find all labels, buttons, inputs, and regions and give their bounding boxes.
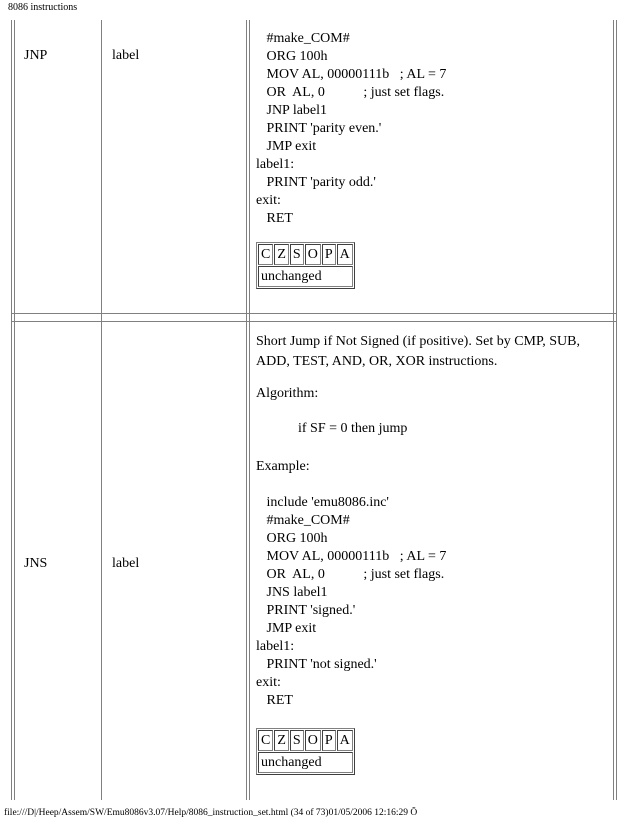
column-divider-2: [246, 20, 247, 800]
table-left-border-inner: [14, 20, 15, 800]
flag-s: S: [290, 730, 304, 751]
flag-a: A: [337, 244, 353, 265]
instruction-operands: label: [112, 556, 140, 571]
flag-z: Z: [274, 244, 289, 265]
flag-a: A: [337, 730, 353, 751]
instruction-description: Short Jump if Not Signed (if positive). Set by CMP, SUB, ADD, TEST, AND, OR, XOR instructions.: [256, 334, 580, 369]
table-right-border: [613, 20, 614, 800]
row-divider: [11, 313, 617, 314]
algorithm-text: if SF = 0 then jump: [298, 421, 408, 436]
flags-value: unchanged: [258, 266, 353, 287]
flags-table: [256, 728, 355, 775]
page-footer: file:///D|/Heep/Assem/SW/Emu8086v3.07/Help/8086_instruction_set.html (34 of 73)01/05/2006 12:16:29 Õ: [4, 808, 418, 818]
flag-p: P: [322, 730, 336, 751]
flags-value-row: [258, 266, 353, 287]
column-divider-2-inner: [249, 20, 250, 800]
instruction-name: JNP: [24, 48, 48, 63]
example-label: Example:: [256, 459, 310, 474]
flags-table: [256, 242, 355, 289]
flag-z: Z: [274, 730, 289, 751]
flags-value: unchanged: [258, 752, 353, 773]
flag-s: S: [290, 244, 304, 265]
column-divider-1: [101, 20, 102, 800]
flag-c: C: [258, 244, 273, 265]
flags-value-row: [258, 752, 353, 773]
instruction-operands: label: [112, 48, 140, 63]
flag-p: P: [322, 244, 336, 265]
flag-o: O: [305, 730, 321, 751]
table-right-border-outer: [616, 20, 617, 800]
example-code: include 'emu8086.inc' #make_COM# ORG 100h MOV AL, 00000111b ; AL = 7 OR AL, 0 ; just set flags. JNS label1 PRINT 'signed.' JMP exit label1: PRINT 'not signed.' exit: RET: [256, 495, 447, 708]
instruction-name: JNS: [24, 556, 48, 571]
flag-o: O: [305, 244, 321, 265]
page-header: 8086 instructions: [8, 2, 78, 13]
algorithm-label: Algorithm:: [256, 386, 319, 401]
example-code: #make_COM# ORG 100h MOV AL, 00000111b ; AL = 7 OR AL, 0 ; just set flags. JNP label1 PRINT 'parity even.' JMP exit label1: PRINT 'parity odd.' exit: RET: [256, 31, 447, 226]
row-divider-inner: [11, 321, 617, 322]
flag-c: C: [258, 730, 273, 751]
flags-header-row: [258, 244, 353, 265]
table-left-border: [11, 20, 12, 800]
flags-header-row: [258, 730, 353, 751]
